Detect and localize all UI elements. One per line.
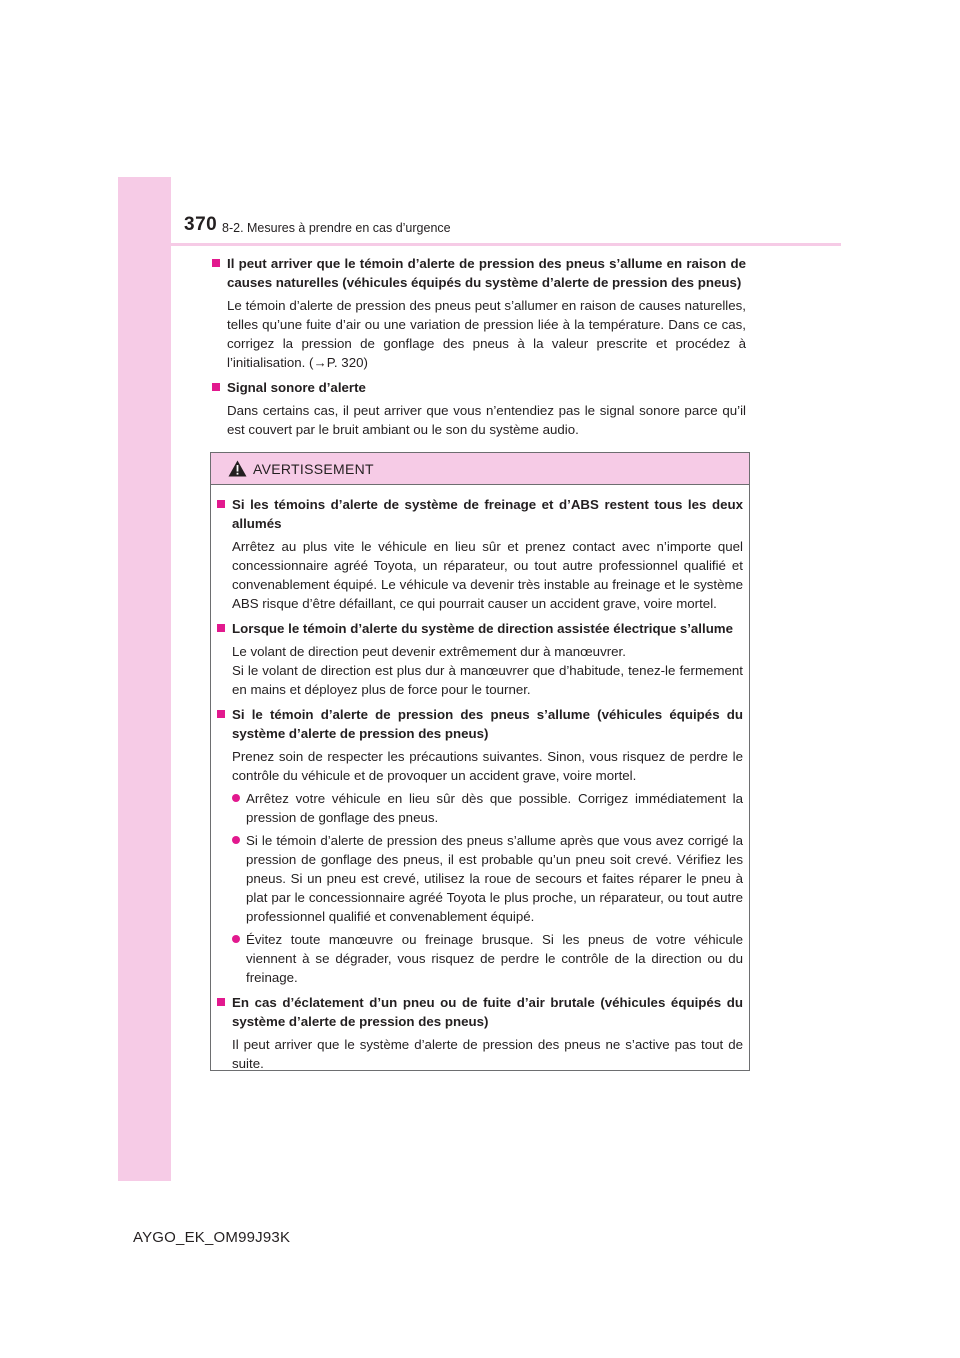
- main-content: [212, 254, 746, 439]
- warning-heading: [217, 993, 743, 1031]
- paragraph: Il peut arriver que le système d’alerte de pression des pneus ne s’active pas tout de suite.: [232, 1037, 743, 1071]
- bullet-item: [232, 930, 743, 987]
- heading-tire-pressure: Si le témoin d’alerte de pression des pneus s’allume (véhicules équipés du système d’alerte de pression des pneus): [232, 707, 743, 741]
- paragraph: Le témoin d’alerte de pression des pneus peut s’allumer en raison de causes naturelles, telles qu’une fuite d’air ou une variation de pression liée à la température. Dans ce cas, corrigez la pression de gonflage des pneus à la valeur prescrite et procédez à l’initialisation. (→P. 320): [227, 298, 746, 370]
- bullet-text: Arrêtez votre véhicule en lieu sûr dès que possible. Corrigez immédiatement la pression de gonflage des pneus.: [246, 791, 743, 825]
- warning-box: [210, 452, 750, 1071]
- warning-heading: [217, 705, 743, 743]
- warning-heading: [217, 619, 743, 638]
- warning-title: AVERTISSEMENT: [253, 461, 374, 477]
- heading-tire-warning-natural: Il peut arriver que le témoin d’alerte de pression des pneus s’allume en raison de causes naturelles (véhicules équipés du système d’alerte de pression des pneus): [227, 256, 746, 290]
- page-number: 370: [184, 214, 218, 235]
- section-heading: [212, 378, 746, 397]
- paragraph-line: Si le volant de direction est plus dur à manœuvrer que d’habitude, tenez-le fermement en mains et déployez plus de force pour le tourner.: [232, 663, 743, 697]
- section-title: 8-2. Mesures à prendre en cas d’urgence: [222, 221, 451, 235]
- bullet-item: [232, 831, 743, 926]
- bullet-item: [232, 789, 743, 827]
- side-tab-bar: [118, 177, 171, 1181]
- paragraph-line: Le volant de direction peut devenir extrêmement dur à manœuvrer.: [232, 644, 626, 659]
- document-code: AYGO_EK_OM99J93K: [133, 1229, 291, 1246]
- circle-bullet-icon: [232, 836, 240, 844]
- paragraph: Arrêtez au plus vite le véhicule en lieu sûr et prenez contact avec n’importe quel concessionnaire agréé Toyota, un réparateur, ou tout autre professionnel qualifié et convenablement équipé. Le véhicule va devenir très instable au freinage et le système ABS risque d’être défaillant, ce qui pourrait causer un accident grave, voire mortel.: [232, 539, 743, 611]
- square-bullet-icon: [217, 710, 225, 718]
- circle-bullet-icon: [232, 935, 240, 943]
- square-bullet-icon: [217, 500, 225, 508]
- section-heading: [212, 254, 746, 292]
- square-bullet-icon: [212, 383, 220, 391]
- paragraph: Dans certains cas, il peut arriver que vous n’entendiez pas le signal sonore parce qu’il est couvert par le bruit ambiant ou le son du système audio.: [227, 403, 746, 437]
- bullet-text: Évitez toute manœuvre ou freinage brusque. Si les pneus de votre véhicule viennent à se dégrader, vous risquez de perdre le contrôle de la direction ou du freinage.: [246, 932, 743, 985]
- circle-bullet-icon: [232, 794, 240, 802]
- paragraph: [232, 642, 743, 699]
- heading-warning-buzzer: Signal sonore d’alerte: [227, 380, 366, 395]
- warning-header: [211, 453, 749, 485]
- heading-brake-abs: Si les témoins d’alerte de système de freinage et d’ABS restent tous les deux allumés: [232, 497, 743, 531]
- warning-heading: [217, 495, 743, 533]
- warning-content: [217, 495, 743, 1073]
- header-divider: [171, 243, 841, 246]
- heading-tire-burst: En cas d’éclatement d’un pneu ou de fuite d’air brutale (véhicules équipés du système d’alerte de pression des pneus): [232, 995, 743, 1029]
- paragraph: Prenez soin de respecter les précautions suivantes. Sinon, vous risquez de perdre le contrôle du véhicule et de provoquer un accident grave, voire mortel.: [232, 749, 743, 783]
- bullet-text: Si le témoin d’alerte de pression des pneus s’allume après que vous avez corrigé la pression de gonflage des pneus, il est probable qu’un pneu soit crevé. Vérifiez les pneus. Si un pneu est crevé, utilisez la roue de secours et faites réparer le pneu à plat par le concessionnaire agréé Toyota le plus proche, un réparateur, ou tout autre professionnel qualifié et convenablement équipé.: [246, 833, 743, 924]
- warning-triangle-icon: [228, 460, 247, 477]
- square-bullet-icon: [217, 998, 225, 1006]
- square-bullet-icon: [217, 624, 225, 632]
- square-bullet-icon: [212, 259, 220, 267]
- heading-power-steering: Lorsque le témoin d’alerte du système de direction assistée électrique s’allume: [232, 621, 734, 636]
